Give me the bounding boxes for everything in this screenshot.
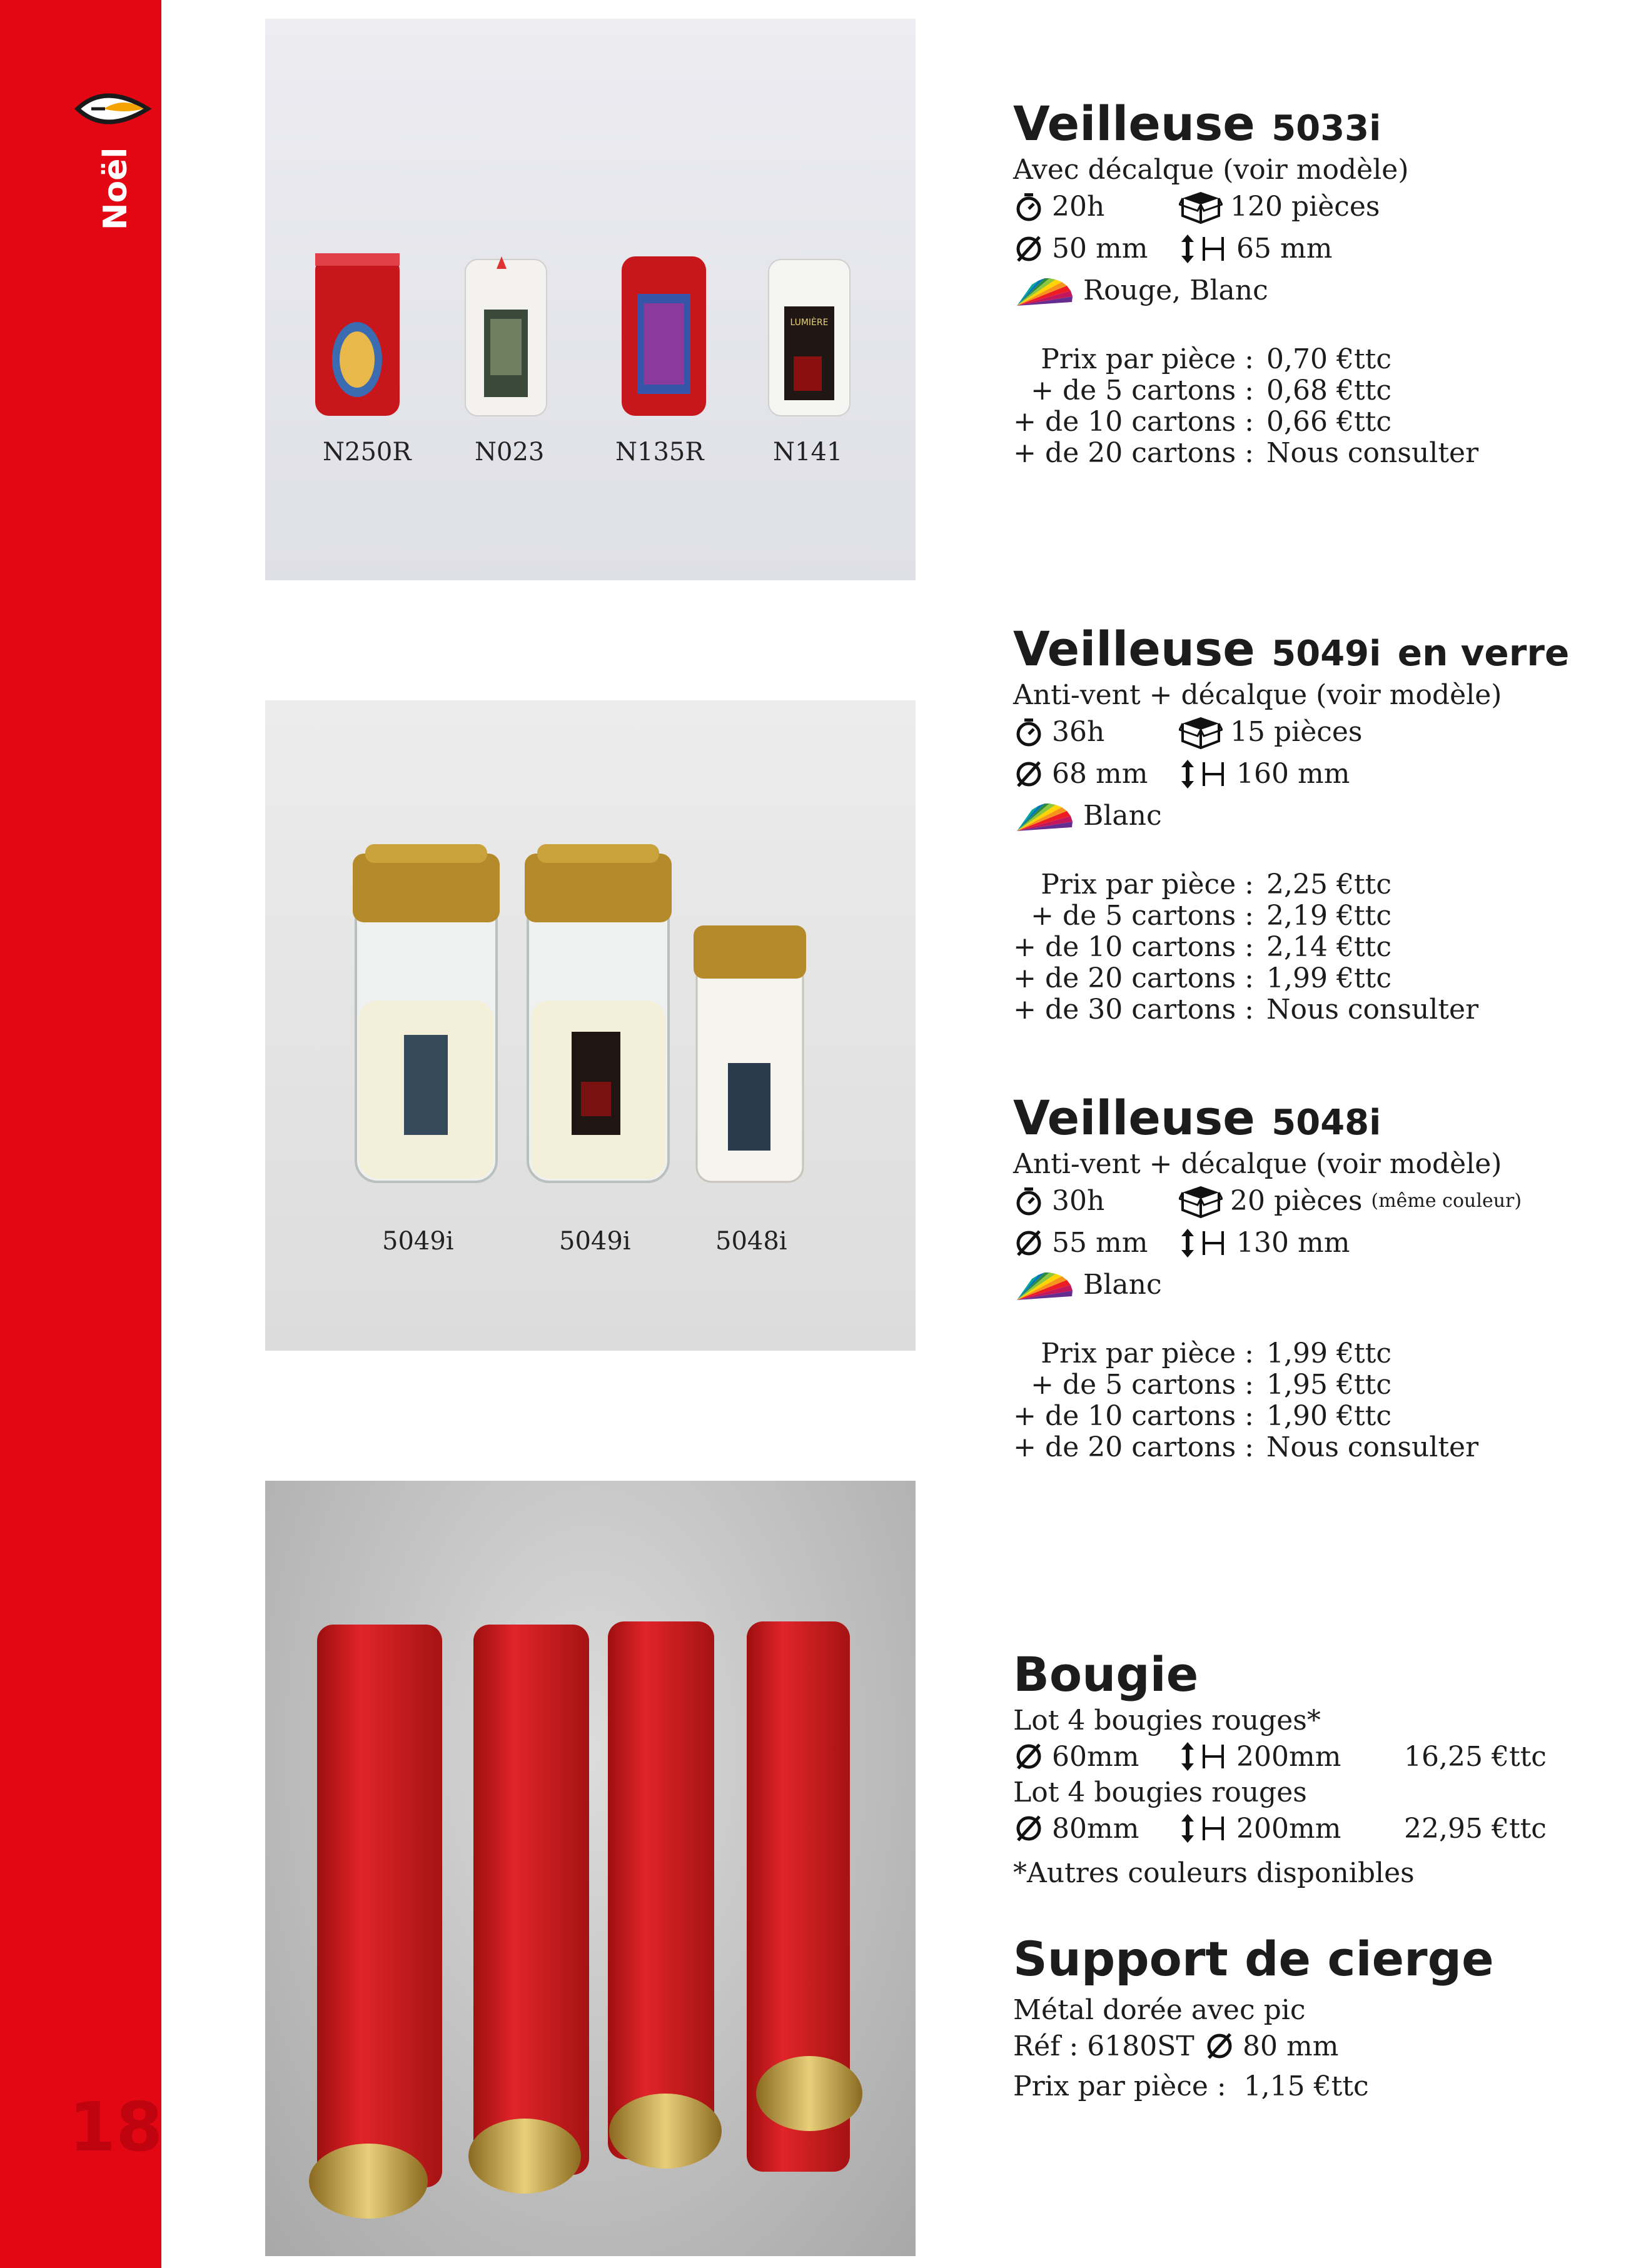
height-icon [1179, 1741, 1229, 1772]
colors: Rouge, Blanc [1083, 275, 1268, 306]
price-table: Prix par pièce : 2,25 €ttc + de 5 cartons : 2,19 €ttc + de 10 cartons : 2,14 €ttc + de 20 cartons : 1,99 €ttc + de 30 cartons : Nous consulter [1013, 869, 1479, 1026]
height: 130 mm [1236, 1227, 1350, 1259]
product-title: Bougie [1013, 1646, 1199, 1702]
photo-caption: 5049i [382, 1227, 454, 1256]
pieces-note: (même couleur) [1371, 1190, 1522, 1212]
lot-label: Lot 4 bougies rouges* [1013, 1705, 1321, 1736]
diameter: 60mm [1052, 1740, 1139, 1773]
reference: Réf : 6180ST [1013, 2030, 1194, 2062]
colors: Blanc [1083, 800, 1162, 832]
height-icon [1179, 759, 1229, 790]
price: 1,15 €ttc [1243, 2070, 1369, 2102]
product-5048i [1013, 1090, 1522, 1463]
red-candles-illustration [265, 1481, 916, 2256]
diameter: 55 mm [1052, 1227, 1148, 1259]
diameter-icon [1013, 1741, 1044, 1772]
price-label: Prix par pièce : [1013, 2070, 1226, 2102]
product-subtitle: Anti-vent + décalque (voir modèle) [1013, 1148, 1502, 1180]
price-table: Prix par pièce : 1,99 €ttc + de 5 cartons : 1,95 €ttc + de 10 cartons : 1,90 €ttc + de 20 cartons : Nous consulter [1013, 1338, 1479, 1463]
diameter-icon [1013, 233, 1044, 265]
diameter-icon [1013, 1813, 1044, 1844]
photo-caption: N250R [323, 438, 412, 466]
product-bougie [1013, 1646, 1547, 1889]
color-fan-icon [1013, 1268, 1076, 1303]
box-icon [1179, 715, 1223, 750]
diameter: 50 mm [1052, 233, 1148, 265]
photo-caption: N141 [773, 438, 843, 466]
duration: 36h [1052, 716, 1105, 748]
product-support [1013, 1931, 1494, 2106]
photo-caption: 5048i [715, 1227, 787, 1256]
diameter-icon [1013, 759, 1044, 790]
height-icon [1179, 1813, 1229, 1844]
availability-note: *Autres couleurs disponibles [1013, 1857, 1415, 1889]
material: Métal dorée avec pic [1013, 1994, 1306, 2026]
height: 160 mm [1236, 758, 1350, 790]
veilleuse-jars-illustration [265, 19, 916, 580]
box-icon [1179, 1184, 1223, 1219]
height: 200mm [1236, 1740, 1341, 1773]
svg-text:LUMIÈRE: LUMIÈRE [790, 318, 829, 328]
section-sidebar [0, 0, 161, 2268]
height-icon [1179, 1227, 1229, 1259]
product-5049i [1013, 621, 1570, 1026]
section-label: Noël [97, 147, 134, 230]
product-5033i [1013, 96, 1479, 469]
product-title: Veilleuse 5049i en verre [1013, 621, 1570, 677]
height: 200mm [1236, 1812, 1341, 1845]
product-title: Support de cierge [1013, 1931, 1494, 1987]
pieces: 15 pièces [1230, 716, 1363, 748]
duration: 20h [1052, 191, 1105, 223]
price-table: Prix par pièce : 0,70 €ttc + de 5 cartons : 0,68 €ttc + de 10 cartons : 0,66 €ttc + de 20 cartons : Nous consulter [1013, 343, 1479, 469]
product-subtitle: Anti-vent + décalque (voir modèle) [1013, 679, 1502, 711]
diameter-icon [1013, 1227, 1044, 1259]
product-photo-bougies [265, 1481, 916, 2256]
lot-label: Lot 4 bougies rouges [1013, 1777, 1307, 1808]
price: 22,95 €ttc [1404, 1812, 1547, 1845]
diameter: 80 mm [1243, 2030, 1339, 2062]
pieces: 120 pièces [1230, 191, 1380, 223]
photo-caption: N135R [615, 438, 704, 466]
price: 16,25 €ttc [1404, 1740, 1547, 1773]
color-fan-icon [1013, 273, 1076, 308]
timer-icon [1013, 1186, 1044, 1217]
diameter: 68 mm [1052, 758, 1148, 790]
product-title: Veilleuse 5033i [1013, 96, 1381, 151]
diameter: 80mm [1052, 1812, 1139, 1845]
page-number: 18 [69, 2089, 163, 2167]
height-icon [1179, 233, 1229, 265]
product-subtitle: Avec décalque (voir modèle) [1013, 154, 1409, 186]
product-photo-5033i [265, 19, 916, 580]
flame-logo-icon [74, 81, 155, 138]
timer-icon [1013, 717, 1044, 748]
pieces: 20 pièces [1230, 1185, 1363, 1217]
colors: Blanc [1083, 1269, 1162, 1301]
photo-caption: N023 [475, 438, 545, 466]
product-photo-5049i-5048i [265, 700, 916, 1351]
height: 65 mm [1236, 233, 1333, 265]
diameter-icon [1204, 2030, 1235, 2062]
timer-icon [1013, 191, 1044, 223]
duration: 30h [1052, 1185, 1105, 1217]
color-fan-icon [1013, 799, 1076, 834]
product-title: Veilleuse 5048i [1013, 1090, 1381, 1146]
photo-caption: 5049i [559, 1227, 631, 1256]
box-icon [1179, 189, 1223, 224]
